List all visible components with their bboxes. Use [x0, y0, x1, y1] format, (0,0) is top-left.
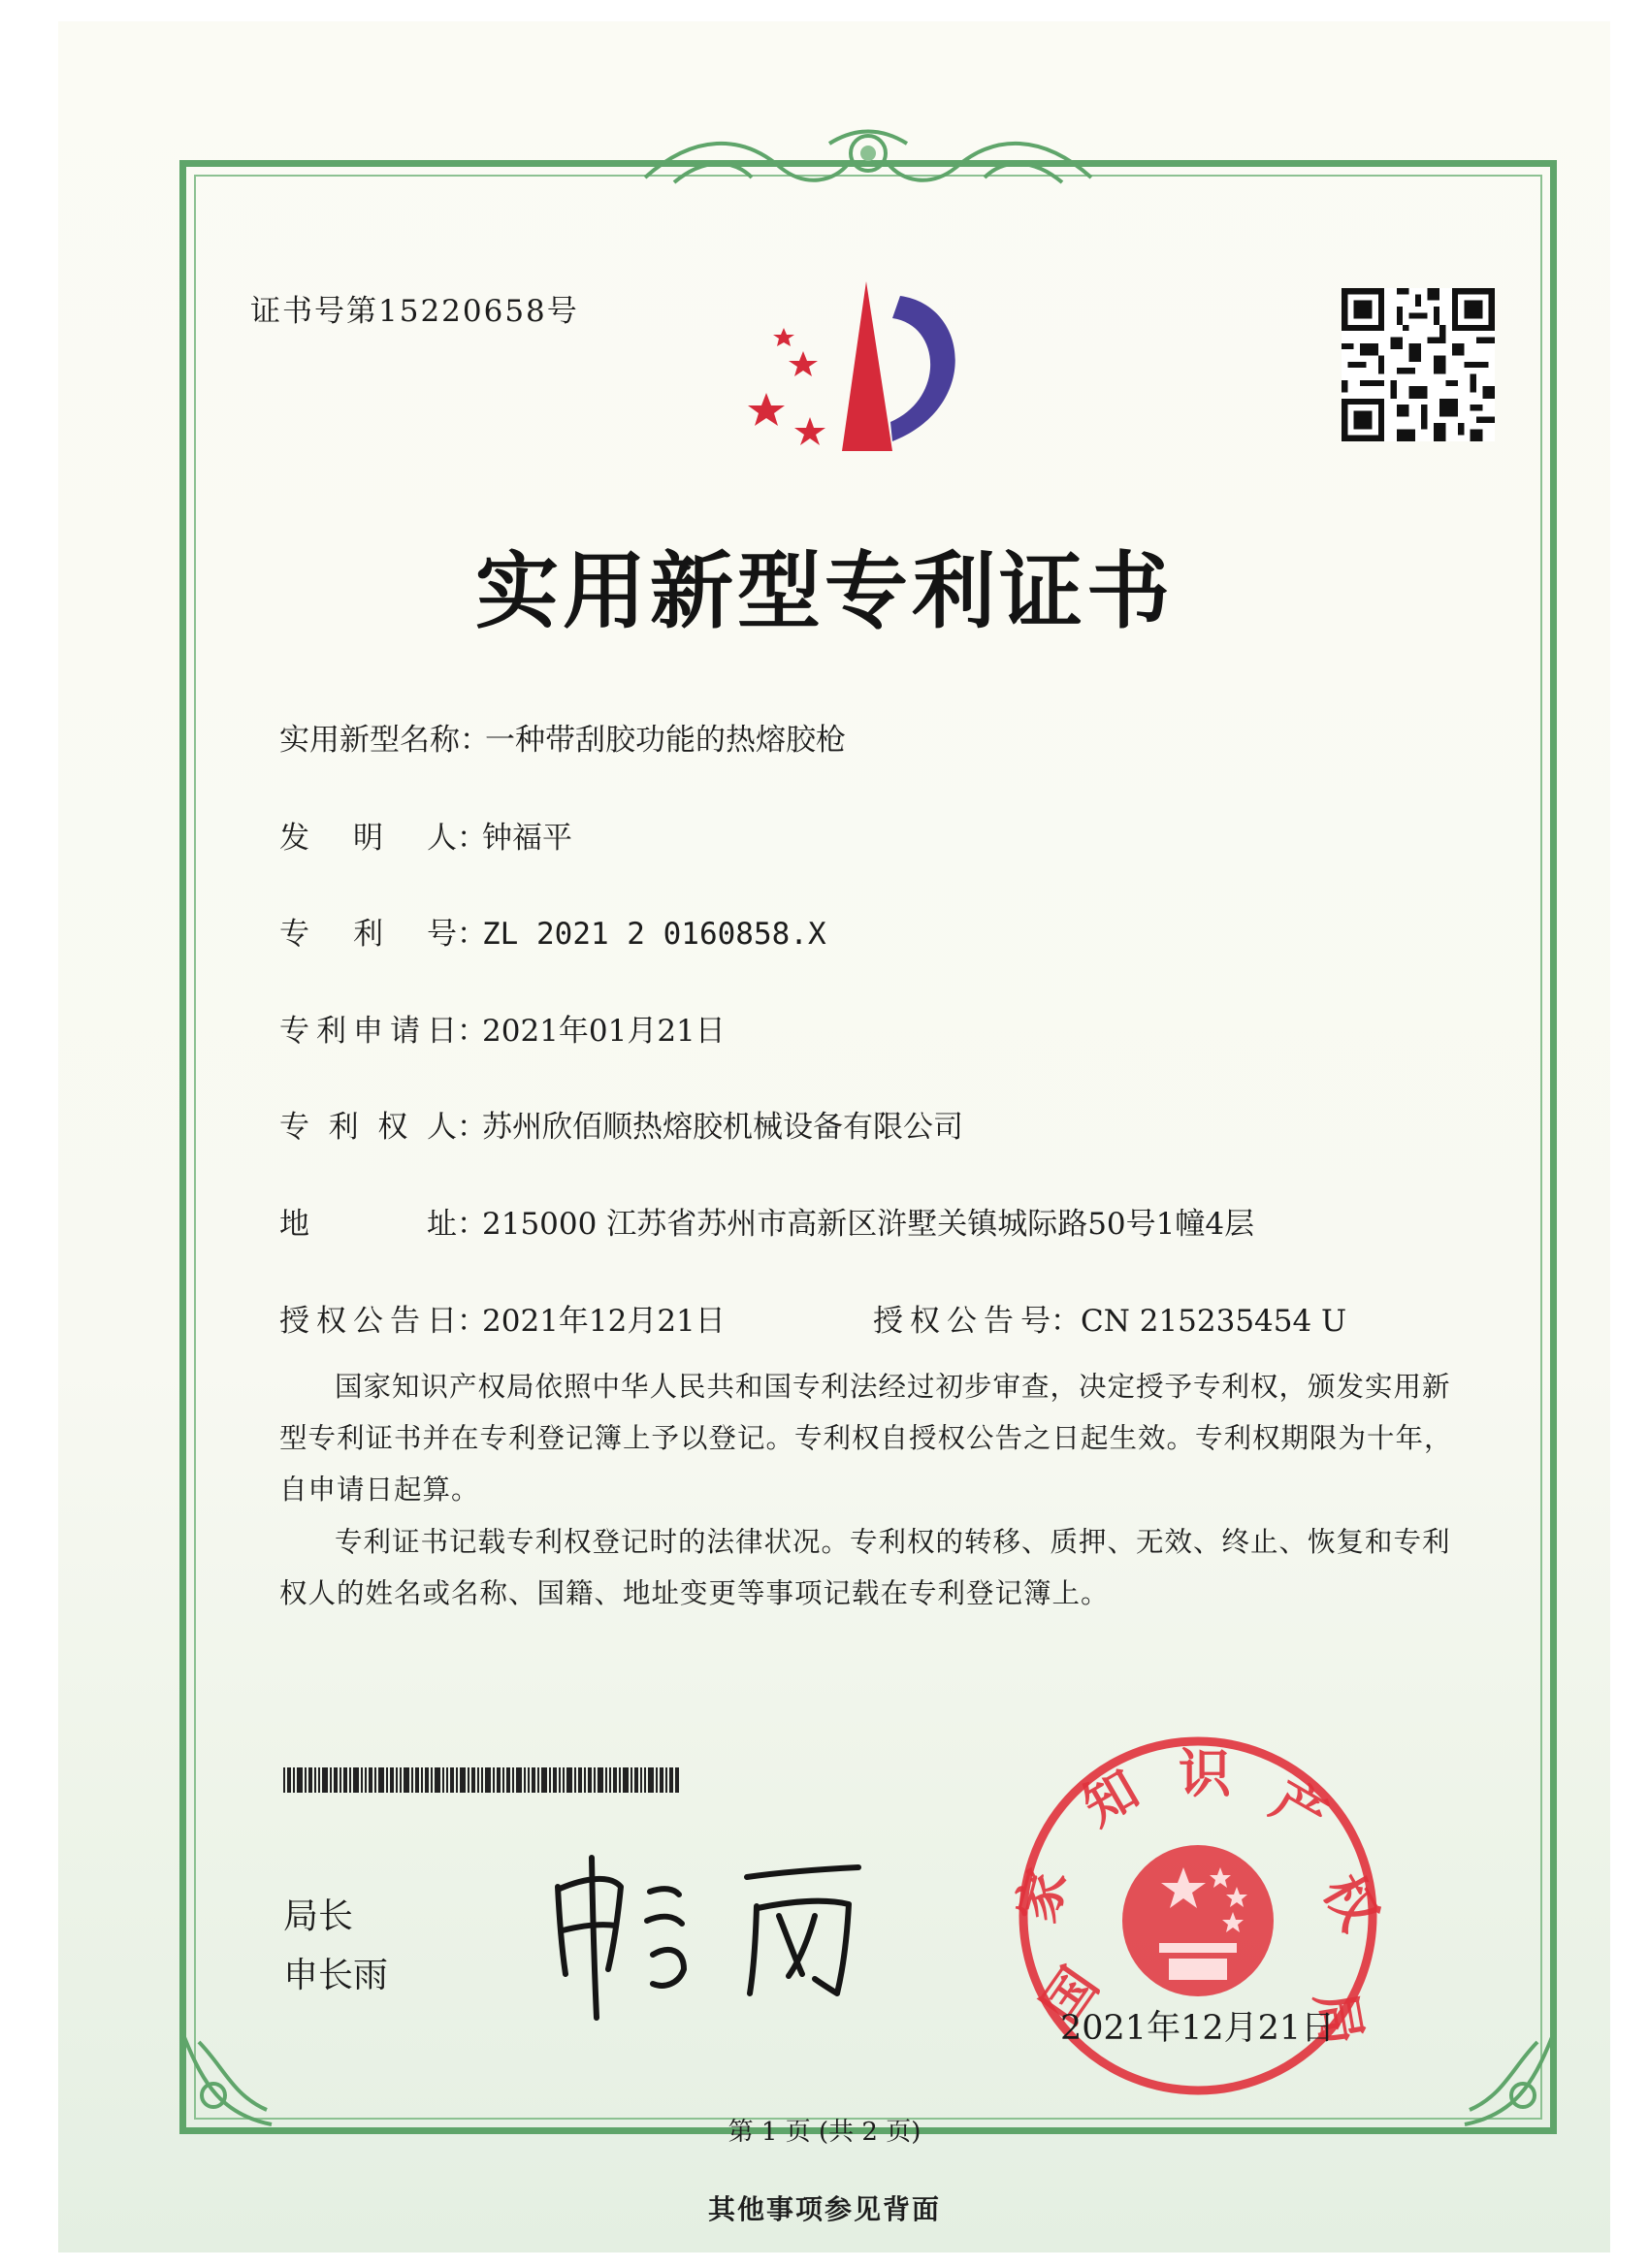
back-note: 其他事项参见背面 — [707, 2193, 941, 2225]
svg-text:产: 产 — [1261, 1768, 1338, 1849]
field-label: 地址 — [279, 1207, 457, 1242]
field-value: 2021年01月21日 — [482, 1014, 726, 1049]
field-label: 专利号 — [279, 917, 457, 952]
seal-date: 2021年12月21日 — [1060, 2009, 1336, 2048]
certificate-title: 实用新型专利证书 — [475, 542, 1174, 640]
field-label: 专利权人 — [279, 1110, 457, 1145]
director-signature-icon — [538, 1848, 888, 2023]
field-label: 发明人 — [279, 821, 457, 856]
field-announcement-date: 授权公告日：2021年12月21日 — [279, 1296, 726, 1340]
svg-text:识: 识 — [1179, 1743, 1231, 1804]
qr-code-icon — [1342, 288, 1495, 441]
field-inventor: 发明人：钟福平 — [279, 813, 572, 857]
field-address: 地址：215000 江苏省苏州市高新区浒墅关镇城际路50号1幢4层 — [279, 1199, 1254, 1243]
field-label: 实用新型名称 — [279, 723, 460, 758]
grant-paragraph: 国家知识产权局依照中华人民共和国专利法经过初步审查，决定授予专利权，颁发实用新型专利证书并在专利登记簿上予以登记。专利权自授权公告之日起生效。专利权期限为十年，自申请日起算。 — [279, 1371, 1453, 1506]
field-value: 钟福平 — [482, 821, 572, 856]
patent-office-emblem-icon — [747, 272, 999, 466]
field-value: CN 215235454 U — [1081, 1304, 1347, 1339]
field-label: 专利申请日 — [279, 1014, 457, 1049]
field-announcement-number: 授权公告号：CN 215235454 U — [873, 1296, 1346, 1340]
field-value: 苏州欣佰顺热熔胶机械设备有限公司 — [482, 1110, 963, 1145]
page-indicator: 第 1 页 (共 2 页) — [728, 2118, 922, 2147]
director-title: 局长 — [283, 1896, 354, 1936]
field-utility-model-name: 实用新型名称：一种带刮胶功能的热熔胶枪 — [279, 715, 846, 759]
field-value: ZL 2021 2 0160858.X — [482, 917, 826, 952]
field-label: 授权公告日 — [279, 1304, 457, 1339]
certificate-number: 证书号第15220658号 — [250, 294, 579, 329]
field-value: 一种带刮胶功能的热熔胶枪 — [485, 723, 846, 758]
svg-text:局: 局 — [1304, 1987, 1374, 2050]
field-label: 授权公告号 — [873, 1304, 1051, 1339]
barcode-icon — [283, 1767, 679, 1793]
field-value: 2021年12月21日 — [482, 1304, 726, 1339]
field-application-date: 专利申请日：2021年01月21日 — [279, 1006, 726, 1050]
svg-text:知: 知 — [1073, 1758, 1149, 1838]
svg-text:家: 家 — [1005, 1862, 1079, 1929]
field-patent-number: 专利号：ZL 2021 2 0160858.X — [279, 909, 826, 953]
field-patentee: 专利权人：苏州欣佰顺热熔胶机械设备有限公司 — [279, 1102, 963, 1146]
legal-status-paragraph: 专利证书记载专利权登记时的法律状况。专利权的转移、质押、无效、终止、恢复和专利权人的姓名或名称、国籍、地址变更等事项记载在专利登记簿上。 — [279, 1526, 1451, 1609]
director-name: 申长雨 — [283, 1956, 389, 1995]
top-ornament-icon — [635, 124, 1101, 202]
svg-text:国: 国 — [1030, 1957, 1111, 2035]
field-value: 215000 江苏省苏州市高新区浒墅关镇城际路50号1幢4层 — [482, 1207, 1255, 1242]
svg-text:权: 权 — [1310, 1864, 1391, 1941]
